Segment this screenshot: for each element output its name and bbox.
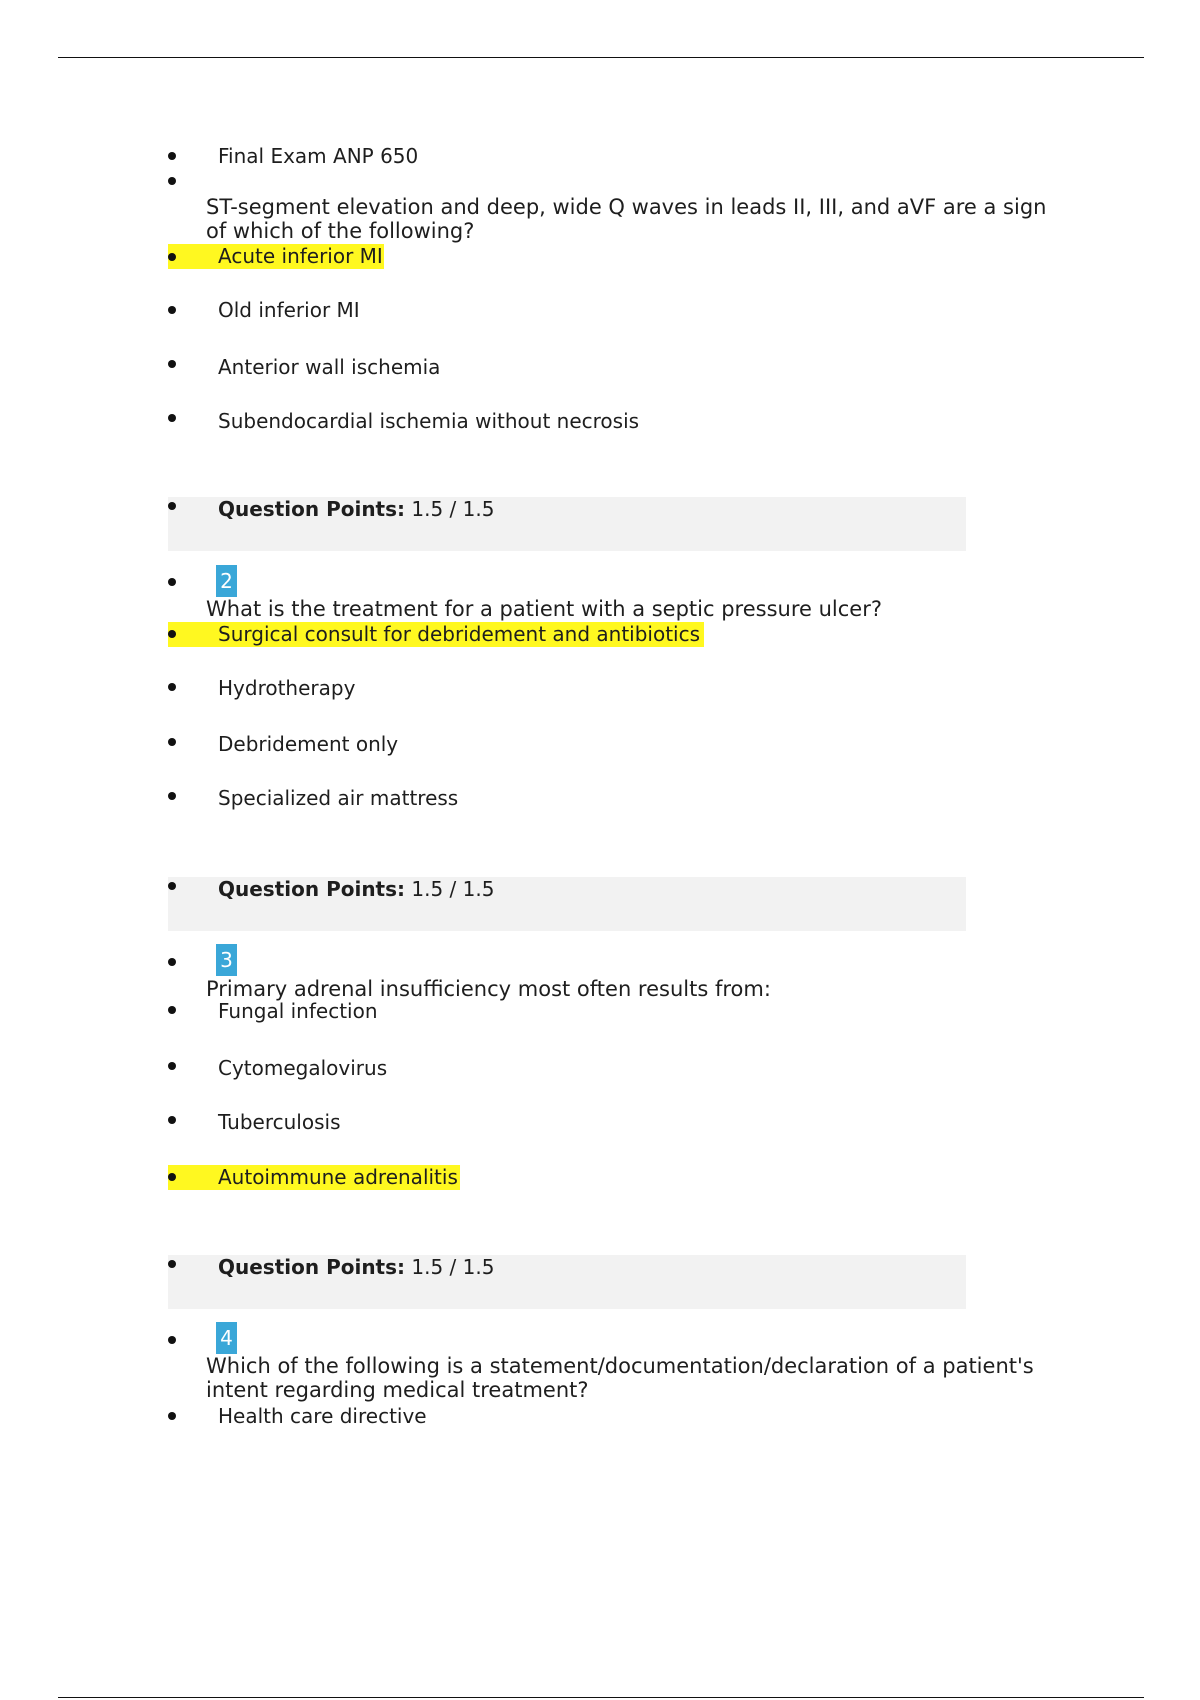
bullet-icon [168,1062,176,1070]
answer-option: Specialized air mattress [218,786,459,810]
bullet-icon [168,683,176,691]
answer-option: Acute inferior MI [218,244,383,268]
points-value: 1.5 / 1.5 [411,877,495,901]
bullet-icon [168,1336,176,1344]
bullet-icon [168,1173,176,1181]
answer-option: Old inferior MI [218,298,360,322]
question-number-badge: 4 [216,1322,237,1354]
question-points [218,1255,494,1279]
bullet-icon [168,792,176,800]
bullet-icon [168,414,176,422]
bottom-rule [58,1697,1144,1698]
bullet-icon [168,1116,176,1124]
bullet-icon [168,958,176,966]
bullet-icon [168,1006,176,1014]
question-points [218,877,494,901]
question-number-badge: 3 [216,944,237,976]
question-number-badge: 2 [216,565,237,597]
answer-option: Cytomegalovirus [218,1056,388,1080]
answer-option: Debridement only [218,732,399,756]
top-rule [58,57,1144,58]
points-value: 1.5 / 1.5 [411,1255,495,1279]
question-text: Which of the following is a statement/documentation/declaration of a patient's intent regarding medical treatment? [206,1354,1034,1402]
bullet-icon [168,360,176,368]
points-label: Question Points: [218,1255,406,1279]
answer-option: Health care directive [218,1404,427,1428]
bullet-icon [168,306,176,314]
bullet-icon [168,177,176,185]
answer-option: Autoimmune adrenalitis [218,1165,458,1189]
bullet-icon [168,502,176,510]
bullet-icon [168,152,176,160]
points-label: Question Points: [218,497,406,521]
bullet-icon [168,882,176,890]
answer-option: Hydrotherapy [218,676,356,700]
bullet-icon [168,1260,176,1268]
answer-option: Surgical consult for debridement and antibiotics [218,622,701,646]
bullet-icon [168,738,176,746]
answer-option: Anterior wall ischemia [218,355,441,379]
bullet-icon [168,253,176,261]
answer-option: Tuberculosis [218,1110,341,1134]
question-text: What is the treatment for a patient with a septic pressure ulcer? [206,597,882,621]
points-value: 1.5 / 1.5 [411,497,495,521]
question-text: ST-segment elevation and deep, wide Q waves in leads II, III, and aVF are a sign of which of the following? [206,195,1047,243]
answer-option: Fungal infection [218,999,378,1023]
answer-option: Subendocardial ischemia without necrosis [218,409,640,433]
question-text: Primary adrenal insufficiency most often results from: [206,977,771,1001]
bullet-icon [168,630,176,638]
page-title: Final Exam ANP 650 [218,144,419,168]
bullet-icon [168,1412,176,1420]
question-points [218,497,494,521]
bullet-icon [168,578,176,586]
points-label: Question Points: [218,877,406,901]
